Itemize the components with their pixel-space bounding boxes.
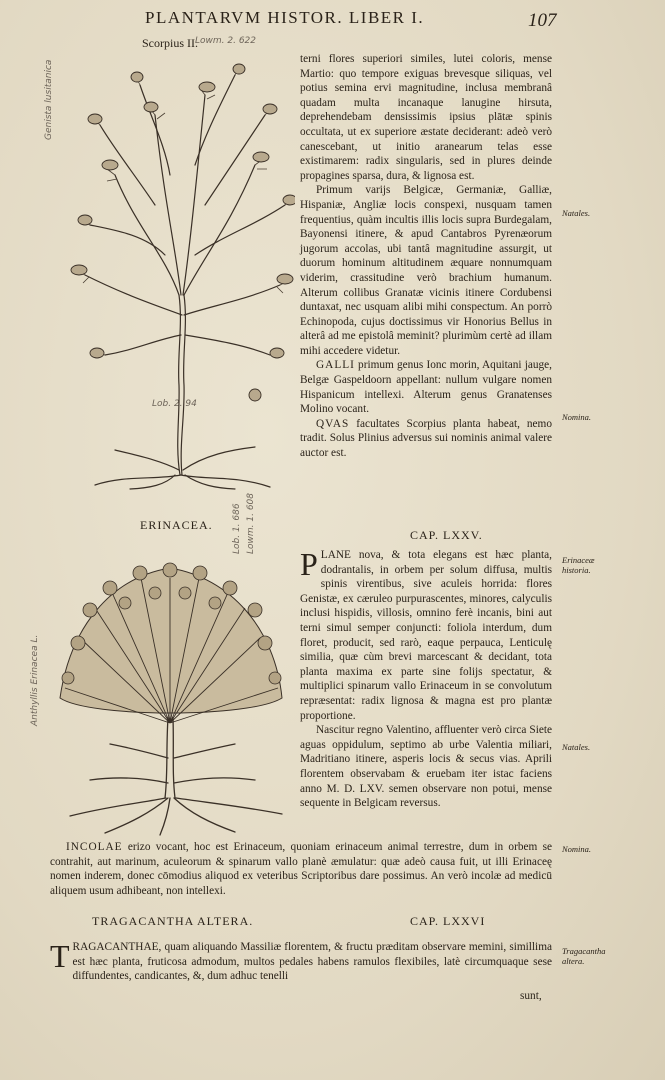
paragraph: GALLI primum genus Ionc morin, Aquitani jauge, Belgæ Gaspeldoorn appellant: nullum vulgare nomen Hispanicum intellexi. Alterum genus Granatenses Molino vocant. (300, 359, 552, 416)
margin-note-nomina-2: Nomina. (562, 844, 592, 854)
handwritten-note-2: Genista lusitanica (44, 59, 54, 140)
margin-note-natales-2: Natales. (562, 742, 591, 752)
paragraph: QVAS facultates Scorpius planta habeat, nemo tradit. Solus Plinius adversus sui nominis animal valere auctor est. (300, 417, 552, 460)
catchword: sunt, (520, 990, 542, 1002)
lead-word: GALLI (316, 359, 355, 372)
paragraph: Primum varijs Belgicæ, Germaniæ, Galliæ, Hispaniæ, Angliæ locis conspexi, nusquam tamen frequentius, quàm incultis illis locis supra Burdegalam, Bayonensi itinere, & apud Cantabros Pyrenæorum jugorum accolas, ubi tantâ magnitudine assurgit, ut duorum hominum altitudinem æquare nonnumquam viderim, crassitudine verò brachium humanum. Alterum collibus Granatæ vicinis itinere Cordubensi duntaxat, nec usquam alibi mihi conspectum. An porrò Echinopoda, cujus doctissimus vir Honorius Bellus in alterâ ad me epistolâ meminit? plurimùm certè ad illam mihi accedere videtur. (300, 184, 552, 357)
lead-word: QVAS (316, 417, 350, 430)
paragraph: PLANE nova, & tota elegans est hæc planta, dodrantalis, in orbem per solum diffusa, multis spinis virentibus, sive aculeis horrida: flores Genistæ, ex cæruleo purpurascentes, minores, calyculis inclusi hispidis, villosis, omnino ferè incanis, bini aut terni simul semper conjuncti: foliola interdum, dum floret, producit, sed rarò, eaque perpauca, Lenticulę similia, quæ cùm brevi marcescant & decidant, tota planta maxima ex parte sine folijs spectatur, & multiplici spinarum vallo Erinaceum in se convolutum repræsentat: radix lignosa & magna est pro plantæ proportione. (300, 546, 552, 722)
paragraph: TRAGACANTHAE, quam aliquando Massiliæ florentem, & fructu præditam observare memini, simillima est hæc planta, fruticosa admodum, multos pedales habens ramulos flexibiles, latè circumquaque sese diffundentes, candicantes, &, dum adhuc tenelli (50, 938, 552, 983)
margin-note-tragacantha: Tragacantha altera. (562, 946, 606, 966)
page-number: 107 (528, 10, 557, 31)
handwritten-note-3: Lob. 2. 94 (152, 399, 197, 409)
paragraph: INCOLAE erizo vocant, hoc est Erinaceum, quoniam erinaceum animal terrestre, dum in orbem se contrahit, aut marinum, aculeorum & spinarum vallo planè æmulatur: quæ adeò causa fuit, ut illi Erinaceę nomen inderem, donec cōmodius aliquod ex veteribus Scriptoribus dare possimus. An verò incolæ ad medicū aliquem usum adhibeant, non intellexi. (50, 841, 552, 897)
text-bottom (50, 940, 552, 984)
lead-word: INCOLAE (66, 841, 123, 853)
drop-capital: P (300, 546, 318, 582)
handwritten-note-5: Lob. 1. 686 (232, 503, 242, 554)
handwritten-note-1: Lowm. 2. 622 (195, 36, 256, 46)
text-column-1 (300, 52, 552, 461)
chapter-title-tragacantha: TRAGACANTHA ALTERA. (92, 914, 254, 928)
chapter-number: CAP. LXXVI (410, 914, 486, 928)
margin-note-nomina: Nomina. (562, 412, 592, 422)
chapter-number: CAP. LXXV. (410, 528, 483, 542)
chapter-title-erinacea: ERINACEA. (140, 518, 213, 532)
margin-note-natales: Natales. (562, 208, 591, 218)
running-header: PLANTARVM HISTOR. LIBER I. (145, 8, 425, 27)
handwritten-note-6: Lowm. 1. 608 (246, 493, 256, 554)
drop-capital: T (50, 938, 70, 974)
scorpius-plant-woodcut (55, 55, 295, 490)
figure-label-scorpius: Scorpius II. (142, 36, 198, 50)
margin-note-erinacea: Erinaceæ historia. (562, 555, 595, 575)
paragraph: Nascitur regno Valentino, affluenter verò circa Siete aguas oppidulum, septimo ab urbe Valentia miliari, Madritiano itinere, asperis locis & secus vias. Aprili florentem observabam & eruebam iter istac faciens anno M. D. LXV. semen observare non potui, mense sequente in Belgicam reversus. (300, 724, 552, 810)
text-fullwidth (50, 840, 552, 898)
handwritten-note-4: Anthyllis Erinacea L. (30, 634, 40, 726)
paragraph: terni flores superiori similes, lutei coloris, mense Martio: quo tempore exiguas brevesque siliquas, vel potius semina ervi magnitudine, inclusa membranâ quadam multa incanaque lanugine hirsuta, deprehendebam densissimis ipsius plātæ spinis occultata, ut ex superiore æstate deciderant: adeò verò canescebant, ut initio aranearum telas esse existimarem: radix singularis, sed in plures deinde propagines sparsa, dura, & lignosa est. (300, 53, 552, 182)
erinacea-plant-woodcut (50, 548, 290, 836)
text-column-2 (300, 548, 552, 811)
